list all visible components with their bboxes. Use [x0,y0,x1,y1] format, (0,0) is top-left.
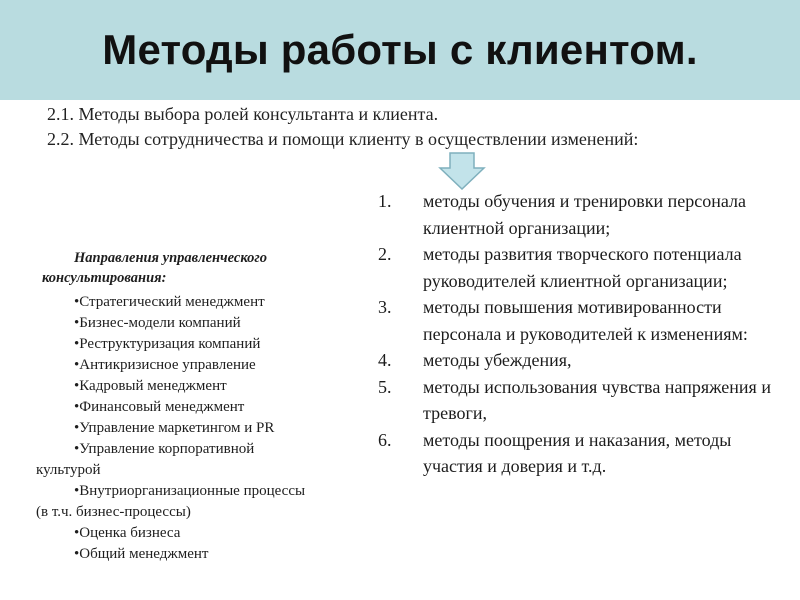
down-arrow-icon [438,152,486,190]
direction-item: •Стратегический менеджмент [74,294,265,310]
direction-item-continuation: культурой [36,462,101,478]
method-number: 2. [378,244,392,264]
method-item [378,188,778,241]
method-number: 3. [378,297,392,317]
subtitle-2-1: 2.1. Методы выбора ролей консультанта и клиента. [47,104,439,124]
method-text: методы развития творческого потенциала руководителей клиентной организации; [423,244,742,291]
directions-title-line1: Направления управленческого [74,250,268,266]
subtitle-2-2: 2.2. Методы сотрудничества и помощи клиенту в осуществлении изменений: [47,129,639,149]
direction-item: •Оценка бизнеса [74,525,181,541]
method-item [378,347,778,374]
method-number: 4. [378,350,392,370]
method-text: методы использования чувства напряжения и тревоги, [423,376,771,423]
directions-list [36,292,356,565]
direction-item: •Финансовый менеджмент [74,399,245,415]
directions-block [36,248,356,565]
method-text: методы обучения и тренировки персонала клиентной организации; [423,191,747,238]
method-text: методы поощрения и наказания, методы участия и доверия и т.д. [423,429,732,476]
direction-item: •Кадровый менеджмент [74,378,227,394]
slide-title: Методы работы с клиентом. [102,26,698,73]
method-number: 5. [378,376,392,397]
method-number: 1. [378,191,392,211]
method-text: методы повышения мотивированности персонала и руководителей к изменениям: [423,297,748,344]
methods-list [378,188,778,480]
direction-item: •Антикризисное управление [74,357,256,373]
method-number: 6. [378,429,392,450]
direction-item-continuation: (в т.ч. бизнес-процессы) [36,504,191,520]
method-text: методы убеждения, [423,350,572,370]
direction-item: •Общий менеджмент [74,546,209,562]
directions-title [36,248,356,288]
directions-title-line2: консультирования: [42,270,167,286]
method-item [378,427,778,480]
direction-item: •Управление корпоративной [74,441,255,457]
direction-item: •Бизнес-модели компаний [74,315,241,331]
direction-item: •Управление маркетингом и PR [74,420,275,436]
method-item [378,374,778,427]
direction-item: •Реструктуризация компаний [74,336,261,352]
direction-item: •Внутриорганизационные процессы [74,483,306,499]
method-item [378,294,778,347]
method-item [378,241,778,294]
